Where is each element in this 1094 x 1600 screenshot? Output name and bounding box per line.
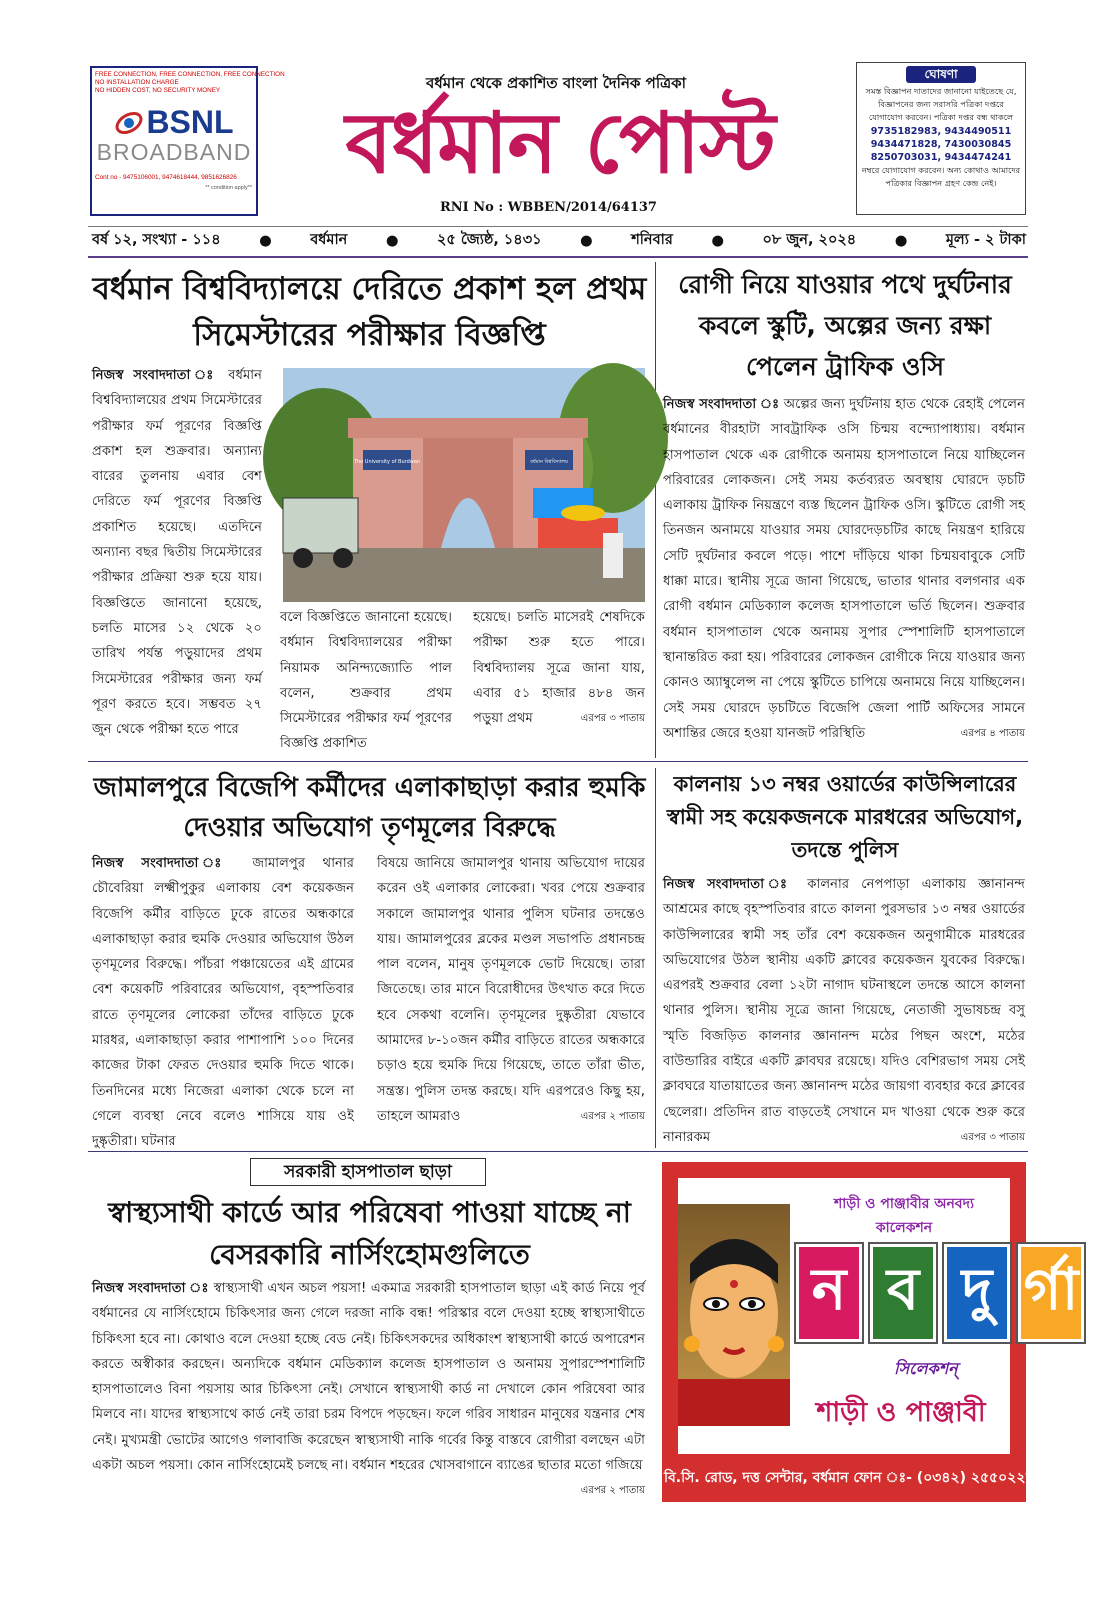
story2-text: অল্পের জন্য দুর্ঘটনায় হাত থেকে রেহাই পেলেন বর্ধমানের বীরহাটা সাবট্রাফিক ওসি চিন্ময় বন্দ্যোপাধ্যায়। বর্ধমান হাসপাতাল থেকে এক রোগীকে অনাময় হাসপাতালে নিয়ে যাচ্ছিলেন পরিবারের লোকজন। সেই সময় কর্তব্যরত অবস্থায় ঘোরদে ড়চটি এলাকায় ট্রাফিক নিয়ন্ত্রণে ব্যস্ত ছিলেন ট্রাফিক ওসি। স্কুটিতে রোগী সহ তিনজন অনাময়ে যাওয়ার সময় ঘোরদেড়চটির কাছে নিয়ন্ত্রণ হারিয়ে সেটি দুর্ঘটনার কবলে পড়ে। পাশে দাঁড়িয়ে থাকা চিন্ময়বাবুকে সেটি ধাক্কা মারে। স্থানীয় সূত্রে জানা গিয়েছে, ভাতার থানার বলগনার এক রোগী বর্ধমান মেডিক্যাল কলেজ হাসপাতালে ভর্তি ছিলেন। শুক্রবার বর্ধমান হাসপাতাল থেকে অনাময় সুপার স্পেশালিটি হাসপাতালে স্থানান্তরিত করা হয়। পরিবারের লোকজন রোগীকে নিয়ে যাওয়ার জন্য কোনও অ্যাম্বুলেন্স না পেয়ে স্কুটিতে চাপিয়ে অনাময়ে নিয়ে যাচ্ছিলেন। সেই সময় ঘোরদে ড়চটিতে বিজেপি জেলা পার্টি অফিসের সামনে অশান্তির জেরে হওয়া যানজট পরিস্থিতি	[663, 397, 1025, 741]
masthead-rni: RNI No : WBBEN/2014/64137	[440, 200, 657, 215]
saree-ad-product: শাড়ী ও পাঞ্জাবী	[816, 1397, 986, 1428]
story5-continued: এরপর ২ পাতায়	[580, 1485, 645, 1497]
durga-portrait	[678, 1204, 790, 1426]
saree-ad-letter-1: ন	[796, 1244, 862, 1342]
story1-headline: বর্ধমান বিশ্ববিদ্যালয়ে দেরিতে প্রকাশ হল প্রথম সিমেস্টারের পরীক্ষার বিজ্ঞপ্তি	[92, 271, 647, 353]
dateline-place: বর্ধমান	[310, 232, 348, 248]
story1-col2-text: বলে বিজ্ঞপ্তিতে জানানো হয়েছে। বর্ধমান বিশ্ববিদ্যালয়ের পরীক্ষা নিয়ামক অনিন্দ্যজ্যোতি পাল বলেন, শুক্রবার প্রথম সিমেস্টারের পরীক্ষার ফর্ম পূরণের বিজ্ঞপ্তি প্রকাশিত	[280, 610, 452, 752]
story3-col1-text: জামালপুর থানার চৌবেরিয়া লক্ষ্মীপুকুর এলাকায় বেশ কয়েকজন বিজেপি কর্মীর বাড়িতে ঢুকে রাতের অন্ধকারে এলাকাছাড়া করার হুমকি দেওয়ার অভিযোগ উঠল তৃণমূলের বিরুদ্ধে। পাঁচরা পঞ্চায়েতের এই গ্রামের বেশ কয়েকটি পরিবারের অভিযোগ, বৃহস্পতিবার রাতে তৃণমূলের লোকেরা তাঁদের বাড়িতে ঢুকে মারধর, এলাকাছাড়া করার পাশাপাশি ১০০ দিনের কাজের টাকা ফেরত দেওয়ার হুমকি দিতে থাকে। তিনদিনের মধ্যে নিজেরা এলাকা থেকে চলে না গেলে ব্যবস্থা নেবে বলেও শাসিয়ে যায় ওই দুষ্কৃতীরা। ঘটনার	[92, 856, 354, 1150]
saree-ad-selection: সিলেকশন্	[894, 1359, 958, 1378]
story2-continued: এরপর ৪ পাতায়	[960, 727, 1025, 739]
bsnl-ad-line3: NO HIDDEN COST, NO SECURITY MONEY	[95, 87, 221, 94]
svg-text:The University of Burdwan: The University of Burdwan	[353, 459, 421, 465]
story4-continued: এরপর ৩ পাতায়	[960, 1131, 1025, 1143]
notice-box	[856, 62, 1026, 215]
saree-ad-letter-4: র্গা	[1018, 1244, 1084, 1342]
notice-text2: নম্বরে যোগাযোগ করবেন। অন্য কোথাও আমাদের পত্রিকার বিজ্ঞাপন গ্রহণ কেন্দ্র নেই।	[861, 164, 1021, 188]
story3-col1	[92, 851, 354, 1155]
notice-phone-3: 8250703031, 9434474241	[870, 151, 1012, 163]
story4-body	[663, 872, 1025, 1150]
story2-headline: রোগী নিয়ে যাওয়ার পথে দুর্ঘটনার কবলে স্কুটি, অল্পের জন্য রক্ষা পেলেন ট্রাফিক ওসি	[678, 270, 1012, 381]
story3-col2	[377, 851, 645, 1129]
story5-byline: নিজস্ব সংবাদদাতা ঃ	[92, 1281, 209, 1296]
masthead-title: বর্ধমান পোস্ট	[345, 94, 775, 192]
story1-col3	[473, 605, 645, 731]
notice-phone-2: 9434471828, 7430030845	[870, 138, 1012, 150]
story5-kicker-text: সরকারী হাসপাতাল ছাড়া	[284, 1162, 452, 1182]
story4-text: কালনার নেপপাড়া এলাকায় জ্ঞানানন্দ আশ্রমের কাছে বৃহস্পতিবার রাতে কালনা পুরসভার ১৩ নম্বর ওয়ার্ডের কাউন্সিলারের স্বামী সহ তাঁর বেশ কয়েকজন অনুগামীকে মারধরের অভিযোগের উঠল স্থানীয় একটি ক্লাবের কয়েকজন যুবকের বিরুদ্ধে। এরপরই শুক্রবার বেলা ১২টা নাগাদ ঘটনাস্থলে তদন্তে আসে কালনা থানার পুলিস। স্থানীয় সূত্রে জানা গিয়েছে, নেতাজী সুভাষচন্দ্র বসু স্মৃতি বিজড়িত কালনার জ্ঞানানন্দ মঠের পিছন অংশে, মঠের বাউন্ডারির বাইরে একটি ক্লাবঘর রয়েছে। যদিও বেশিরভাগ সময় সেই ক্লাবঘরে যাতায়াতের জন্য জ্ঞানানন্দ মঠের জায়গা ব্যবহার করে ক্লাবের ছেলেরা। প্রতিদিন রাত বাড়তেই সেখানে মদ খাওয়া থেকে শুরু করে নানারকম	[663, 877, 1025, 1145]
saree-ad-tagline: শাড়ী ও পাঞ্জাবীর অনবদ্য কালেকশন	[833, 1196, 975, 1236]
notice-text1: সমস্ত বিজ্ঞাপন দাতাদের জানানো যাইতেছে যে, বিজ্ঞাপনের জন্য সরাসরি পত্রিকা দপ্তরে যোগাযোগ করবেন। পত্রিকা দপ্তর বন্ধ থাকলে	[865, 86, 1017, 123]
saree-ad-address: বি.সি. রোড, দত্ত সেন্টার, বর্ধমান ফোন ঃ- (০৩৪২) ২৫৫০২২৮	[664, 1470, 1035, 1486]
story5-body	[92, 1276, 645, 1504]
bsnl-logo-icon	[114, 108, 144, 138]
notice-phone-1: 9735182983, 9434490511	[870, 125, 1012, 137]
notice-title: ঘোষণা	[906, 66, 976, 83]
story3-headline: জামালপুরে বিজেপি কর্মীদের এলাকাছাড়া করার হুমকি দেওয়ার অভিযোগ তৃণমূলের বিরুদ্ধে	[93, 773, 646, 843]
story3-byline: নিজস্ব সংবাদদাতা ঃ	[92, 856, 235, 871]
saree-ad	[662, 1162, 1079, 1502]
saree-ad-letter-3: দু	[944, 1244, 1010, 1342]
bsnl-ad-line2: NO INSTALLATION CHARGE	[95, 79, 179, 86]
dateline-price: মূল্য - ২ টাকা	[945, 232, 1026, 248]
bsnl-product: BROADBAND	[96, 139, 252, 165]
story4-byline: নিজস্ব সংবাদদাতা ঃ	[663, 877, 796, 892]
bsnl-condition: ** condition apply**	[205, 185, 252, 191]
story4-headline: কালনায় ১৩ নম্বর ওয়ার্ডের কাউন্সিলারের স্বামী সহ কয়েকজনকে মারধরের অভিযোগ, তদন্তে পুলিস	[666, 772, 1024, 862]
dateline-issue: বর্ষ ১২, সংখ্যা - ১১৪	[92, 232, 221, 248]
story1-byline: নিজস্ব সংবাদদাতা ঃ	[92, 368, 219, 383]
saree-ad-letter-2: ব	[870, 1244, 936, 1342]
bsnl-ad	[90, 66, 285, 216]
bsnl-contact: Cont no - 9475106001, 9474618444, 9851626826	[95, 174, 237, 181]
masthead-tagline: বর্ধমান থেকে প্রকাশিত বাংলা দৈনিক পত্রিকা	[426, 74, 686, 92]
story1-col3-text: হয়েছে। চলতি মাসেরই শেষদিকে পরীক্ষা শুরু হতে পারে। বিশ্ববিদ্যালয় সূত্রে জানা যায়, এবার ৫১ হাজার ৪৮৪ জন পড়ুয়া প্রথম	[473, 610, 645, 727]
story2-byline: নিজস্ব সংবাদদাতা ঃ	[663, 397, 780, 412]
story1-col1-text: বর্ধমান বিশ্ববিদ্যালয়ের প্রথম সিমেস্টারের পরীক্ষার ফর্ম পূরণের বিজ্ঞপ্তি প্রকাশ হল শুক্রবার। অন্যান্য বারের তুলনায় এবার বেশ দেরিতে ফর্ম পূরণের বিজ্ঞপ্তি প্রকাশিত হয়েছে। এতদিনে অন্যান্য বছর দ্বিতীয় সিমেস্টারের পরীক্ষার প্রক্রিয়া শুরু হয়ে যায়। বিজ্ঞপ্তিতে জানানো হয়েছে, চলতি মাসের ১২ থেকে ২০ তারিখ পর্যন্ত পড়ুয়াদের প্রথম সিমেস্টারের পরীক্ষার জন্য ফর্ম পূরণ করতে হবে। সম্ভবত ২৭ জুন থেকে পরীক্ষা হতে পারে	[92, 368, 262, 738]
dateline: বর্ষ ১২, সংখ্যা - ১১৪ ● বর্ধমান ● ২৫ জ্যৈষ্ঠ, ১৪৩১ ● শনিবার ● ০৮ জুন, ২০২৪ ● মূল্য - ২ টাকা	[92, 230, 1026, 252]
story1-photo	[283, 368, 645, 602]
svg-text:বর্ধমান বিশ্ববিদ্যালয়: বর্ধমান বিশ্ববিদ্যালয়	[530, 459, 568, 465]
dateline-date: ০৮ জুন, ২০২৪	[762, 232, 857, 248]
bsnl-ad-line1: FREE CONNECTION, FREE CONNECTION, FREE CONNECTION	[95, 71, 285, 78]
story1-col2	[280, 605, 452, 757]
story5-kicker	[250, 1158, 486, 1186]
story3-continued: এরপর ২ পাতায়	[580, 1110, 645, 1122]
story2-body	[663, 392, 1025, 746]
story5-text: স্বাস্থ্যসাথী এখন অচল পয়সা! একমাত্র সরকারী হাসপাতাল ছাড়া এই কার্ড নিয়ে পূর্ব বর্ধমানের যে নার্সিংহোমে চিকিৎসার জন্য গেলে দরজা নাকি বন্ধ! পরিস্কার বলে দেওয়া হচ্ছে স্বাস্থ্যসাথীতে চিকিৎসা হবে না। কোথাও বলে দেওয়া হচ্ছে বেড নেই। চিকিৎসকদের অধিকাংশ স্বাস্থ্যসাথী কার্ডে অপারেশন করতে অস্বীকার করছেন। অন্যদিকে বর্ধমান মেডিক্যাল কলেজ হাসপাতাল ও অনাময় সুপারস্পেশালিটি হাসপাতালেও বিনা পয়সায় আর চিকিৎসা নেই। সেখানে স্বাস্থ্যসাথী কার্ড না দেখালে কোন পরিষেবা আর মিলবে না। যাদের স্বাস্থ্যসাথে কার্ড নেই তারা চরম বিপদে পড়ছেন। ফলে গরিব সাধারন মানুষের যন্ত্রনার শেষ নেই। মুখ্যমন্ত্রী ভোটের আগেও গলাবাজি করেছেন স্বাস্থ্যসাথী নাকি গর্বের কিন্তু বাস্তবে রোগীরা বলছেন এটা একটা অচল পয়সা। কোন নার্সিংহোমেই চলছে না। বর্ধমান শহরের খোসবাগানে ব্যাঙের ছাতার মতো গজিয়ে	[92, 1281, 645, 1474]
story1-col1	[92, 363, 262, 742]
dateline-day: শনিবার	[631, 232, 673, 248]
dateline-bengali-date: ২৫ জ্যৈষ্ঠ, ১৪৩১	[436, 232, 542, 248]
story5-headline: স্বাস্থ্যসাথী কার্ডে আর পরিষেবা পাওয়া যাচ্ছে না বেসরকারি নার্সিংহোমগুলিতে	[108, 1196, 631, 1271]
story1-continued: এরপর ৩ পাতায়	[580, 713, 645, 725]
bsnl-brand: BSNL	[146, 104, 234, 140]
story3-col2-text: বিষয়ে জানিয়ে জামালপুর থানায় অভিযোগ দায়ের করেন ওই এলাকার লোকেরা। খবর পেয়ে শুক্রবার সকালে জামালপুর থানার পুলিস ঘটনার তদন্তেও যায়। জামালপুরের ব্লকের মণ্ডল সভাপতি প্রধানচন্দ্র পাল বলেন, মানুষ তৃণমূলকে ভোট দিয়েছে। তারা জিতেছে। তার মানে বিরোধীদের উৎখাত করে দিতে হবে সেকথা বলেনি। তৃণমূলের দুষ্কৃতীরা যেভাবে আমাদের ৮-১০জন কর্মীর বাড়িতে রাতের অন্ধকারে চড়াও হয়ে হুমকি দিয়ে গিয়েছে, তাতে তাঁরা ভীত, সন্ত্রস্ত। পুলিস তদন্ত করছে। যদি এরপরেও কিছু হয়, তাহলে আমরাও	[377, 856, 645, 1124]
